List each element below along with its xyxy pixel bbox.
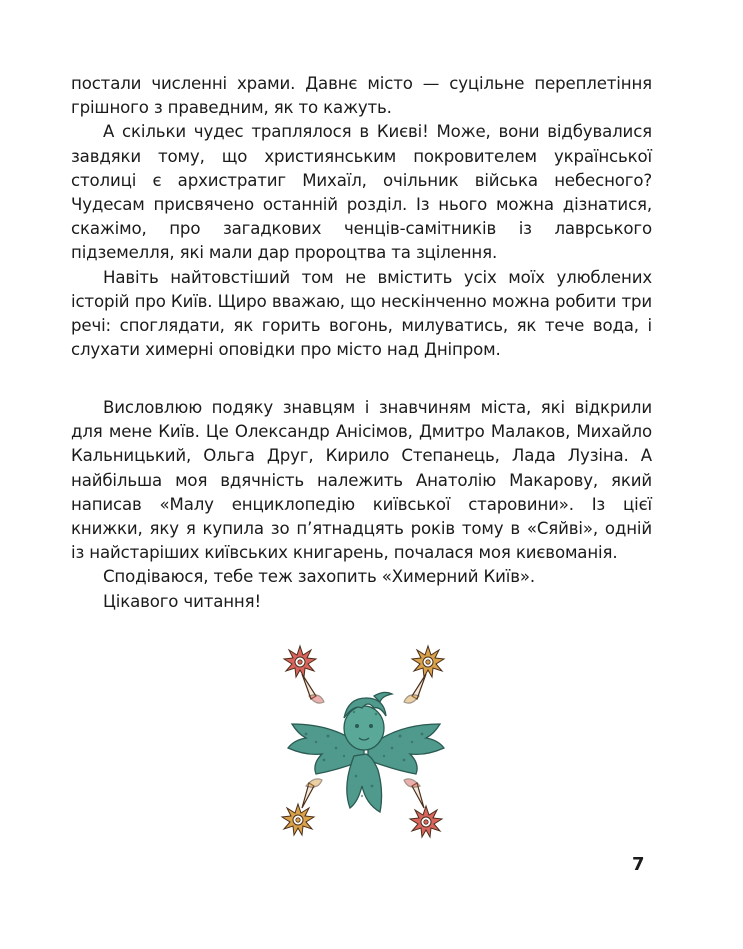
sun-bottom-right-icon (410, 806, 442, 837)
intro-text-section (71, 72, 652, 362)
sun-top-right-icon (412, 646, 444, 677)
acknowledgements-section (71, 396, 652, 614)
sun-bottom-left-icon (282, 804, 314, 835)
paragraph-favorite-stories: Навіть найтовстіший том не вмістить усіх моїх улюблених історій про Київ. Щиро вважаю, що нескінченно можна робити три речі: споглядати, як горить вогонь, милуватись, як тече вода, і слухати химерні оповідки про місто над Дніпром. (71, 267, 652, 360)
bell-top-left-icon (302, 674, 324, 703)
paragraph-enjoy-reading: Цікавого читання! (103, 591, 261, 611)
bell-bottom-left-icon (302, 779, 322, 808)
cherub-ornament-icon (276, 636, 452, 848)
paragraph-acknowledgements: Висловлюю подяку знавцям і знавчиням міста, які відкрили для мене Київ. Це Олександр Анісімов, Дмитро Малаков, Михайло Кальницький, Ольга Друг, Кирило Степанець, Лада Лузіна. А найбільша моя вдячність належить Анатолію Макарову, який написав «Малу енциклопедію київської старовини». Із цієї книжки, яку я купила зо п’ятнадцять років тому в «Сяйві», одній із найстаріших київських книгарень, почалася моя києвоманія. (71, 398, 652, 563)
paragraph-continuation: постали численні храми. Давнє місто — суцільне переплетіння грішного з праведним, як то кажуть. (71, 74, 652, 118)
page-number: 7 (632, 854, 645, 875)
sun-top-left-icon (284, 646, 316, 677)
bell-bottom-right-icon (404, 779, 424, 808)
paragraph-hope: Сподіваюся, тебе теж захопить «Химерний Київ». (103, 567, 535, 587)
paragraph-miracles: А скільки чудес траплялося в Києві! Може, вони відбувалися завдяки тому, що християнським покровителем української столиці є архистратиг Михаїл, очільник війська небесного? Чудесам присвячено останній розділ. Із нього можна дізнатися, скажімо, про загадкових ченців-самітників із лаврського підземелля, які мали дар пророцтва та зцілення. (71, 122, 652, 263)
bell-top-right-icon (404, 674, 426, 703)
